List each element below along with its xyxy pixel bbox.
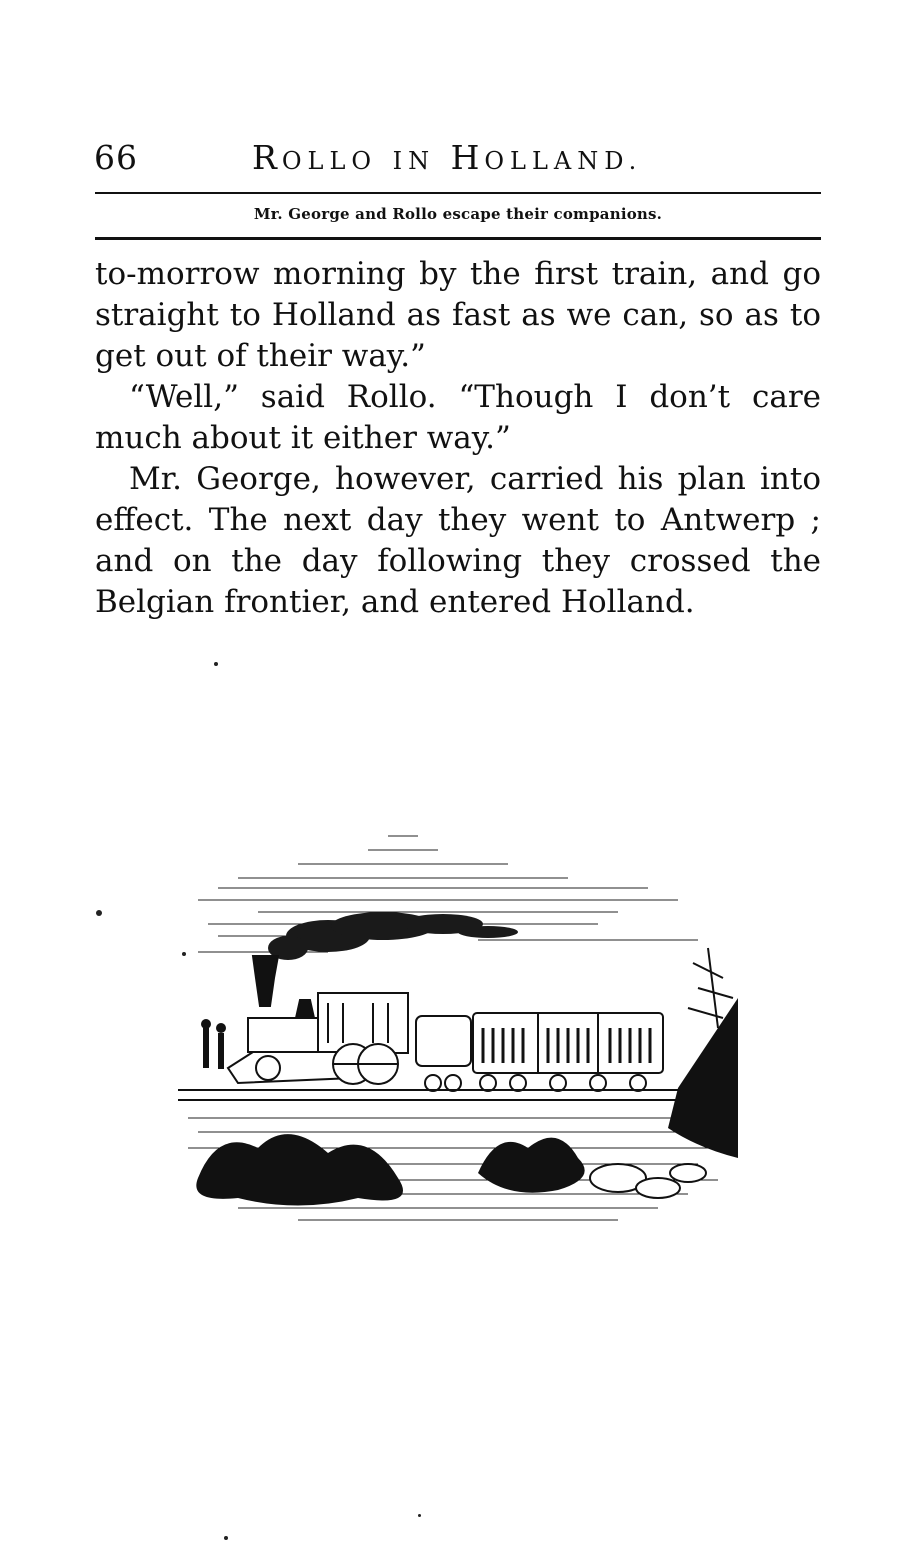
print-speck	[182, 952, 186, 956]
rocks	[590, 1164, 706, 1198]
header-rule-top	[95, 192, 821, 194]
print-speck	[224, 1536, 228, 1540]
section-subheading: Mr. George and Rollo escape their companions.	[253, 205, 663, 223]
print-speck	[96, 910, 102, 916]
running-title-part: R	[252, 138, 282, 177]
paragraph-3: Mr. George, however, carried his plan into effect. The next day they went to Antwerp ; and on the day following they crossed the Belgian frontier, and entered Holland.	[95, 461, 821, 620]
figures	[201, 1019, 226, 1069]
header-rule-bottom	[95, 237, 821, 240]
sky-hatching	[198, 836, 698, 952]
page-number: 66	[94, 138, 138, 177]
paragraph-2: “Well,” said Rollo. “Though I don’t care much about it either way.”	[95, 379, 821, 456]
print-speck	[214, 662, 218, 666]
track	[178, 1090, 698, 1100]
running-title-part	[377, 138, 393, 177]
print-speck	[418, 1514, 421, 1517]
running-title-part: OLLAND.	[484, 147, 643, 175]
locomotive	[228, 956, 408, 1084]
running-title-part	[435, 138, 451, 177]
smoke-plume	[268, 912, 518, 960]
body-text	[95, 254, 821, 623]
running-title	[252, 138, 642, 177]
train-illustration	[178, 828, 738, 1228]
passenger-cars	[416, 1013, 663, 1091]
paragraph-1: to-morrow morning by the first train, and go straight to Holland as fast as we can, so as to get out of their way.”	[95, 256, 821, 374]
running-title-part: OLLO	[281, 147, 378, 175]
running-title-part: H	[450, 138, 485, 177]
running-title-part: IN	[392, 147, 436, 175]
